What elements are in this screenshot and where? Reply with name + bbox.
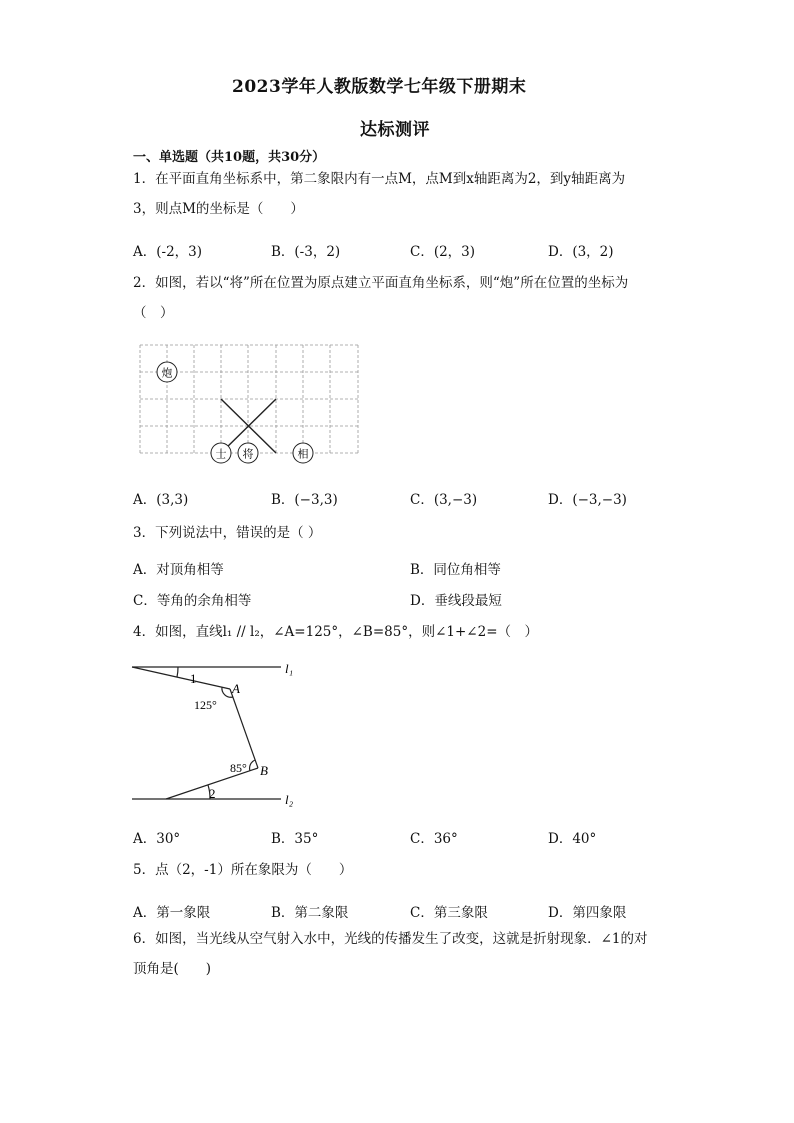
q2-option-b[interactable]: B．(−3,3) <box>271 492 338 508</box>
question-2-line-2: （ ） <box>133 305 174 321</box>
piece-shi-label: 士 <box>215 448 227 461</box>
question-1-line-2: 3，则点M的坐标是（ ） <box>133 201 304 217</box>
piece-pao <box>157 362 177 382</box>
q3-option-c[interactable]: C．等角的余角相等 <box>133 593 252 609</box>
piece-xiang <box>293 443 313 463</box>
parallel-lines-figure <box>128 655 308 815</box>
question-3-line-1: 3．下列说法中，错误的是（ ） <box>133 525 322 541</box>
q5-option-b[interactable]: B．第二象限 <box>271 905 349 921</box>
piece-jiang <box>238 443 258 463</box>
segment-a-b <box>230 689 258 768</box>
label-l2: l₂ <box>285 792 294 807</box>
segment-to-a <box>132 667 230 689</box>
title-line-1: 2023学年人教版数学七年级下册期末 <box>232 77 527 97</box>
q1-option-d[interactable]: D．(3，2) <box>548 244 614 260</box>
q5-option-a[interactable]: A．第一象限 <box>133 905 211 921</box>
q2-option-d[interactable]: D．(−3,−3) <box>548 492 627 508</box>
q3-option-d[interactable]: D．垂线段最短 <box>410 593 502 609</box>
label-angle-2: 2 <box>209 786 216 801</box>
label-angle-a: 125° <box>194 698 217 712</box>
question-5-line-1: 5．点（2，-1）所在象限为（ ） <box>133 862 353 878</box>
q3-option-b[interactable]: B．同位角相等 <box>410 562 501 578</box>
question-2-line-1: 2．如图，若以“将”所在位置为原点建立平面直角坐标系，则“炮”所在位置的坐标为 <box>133 275 629 291</box>
q2-option-a[interactable]: A．(3,3) <box>133 492 189 508</box>
piece-pao-label: 炮 <box>161 367 173 380</box>
label-angle-1: 1 <box>190 671 197 686</box>
q5-option-c[interactable]: C．第三象限 <box>410 905 488 921</box>
angle-1-arc <box>177 667 178 677</box>
q4-option-d[interactable]: D．40° <box>548 831 597 847</box>
q4-option-b[interactable]: B．35° <box>271 831 319 847</box>
q4-option-a[interactable]: A．30° <box>133 831 181 847</box>
label-angle-b: 85° <box>230 761 247 775</box>
q1-option-b[interactable]: B．(-3，2) <box>271 244 341 260</box>
chess-grid-figure <box>130 335 370 470</box>
section-header: 一、单选题（共10题，共30分） <box>133 150 326 165</box>
label-l1: l₁ <box>285 661 294 676</box>
q2-option-c[interactable]: C．(3,−3) <box>410 492 478 508</box>
label-point-a: A <box>232 681 240 696</box>
q4-option-c[interactable]: C．36° <box>410 831 458 847</box>
label-point-b: B <box>260 763 268 778</box>
piece-jiang-label: 将 <box>242 448 254 461</box>
question-1-line-1: 1．在平面直角坐标系中，第二象限内有一点M，点M到x轴距离为2，到y轴距离为 <box>133 171 626 187</box>
question-6-line-2: 顶角是( ) <box>133 961 212 977</box>
piece-shi <box>211 443 231 463</box>
question-6-line-1: 6．如图，当光线从空气射入水中，光线的传播发生了改变，这就是折射现象．∠1的对 <box>133 931 648 947</box>
q1-option-a[interactable]: A．(-2，3) <box>133 244 203 260</box>
q1-option-c[interactable]: C．(2，3) <box>410 244 476 260</box>
question-4-line-1: 4．如图，直线l₁ // l₂，∠A=125°，∠B=85°，则∠1+∠2=（ ） <box>133 624 539 640</box>
title-line-2: 达标测评 <box>360 120 430 140</box>
grid-lines <box>140 345 358 453</box>
q3-option-a[interactable]: A．对顶角相等 <box>133 562 224 578</box>
q5-option-d[interactable]: D．第四象限 <box>548 905 627 921</box>
piece-xiang-label: 相 <box>297 448 309 461</box>
